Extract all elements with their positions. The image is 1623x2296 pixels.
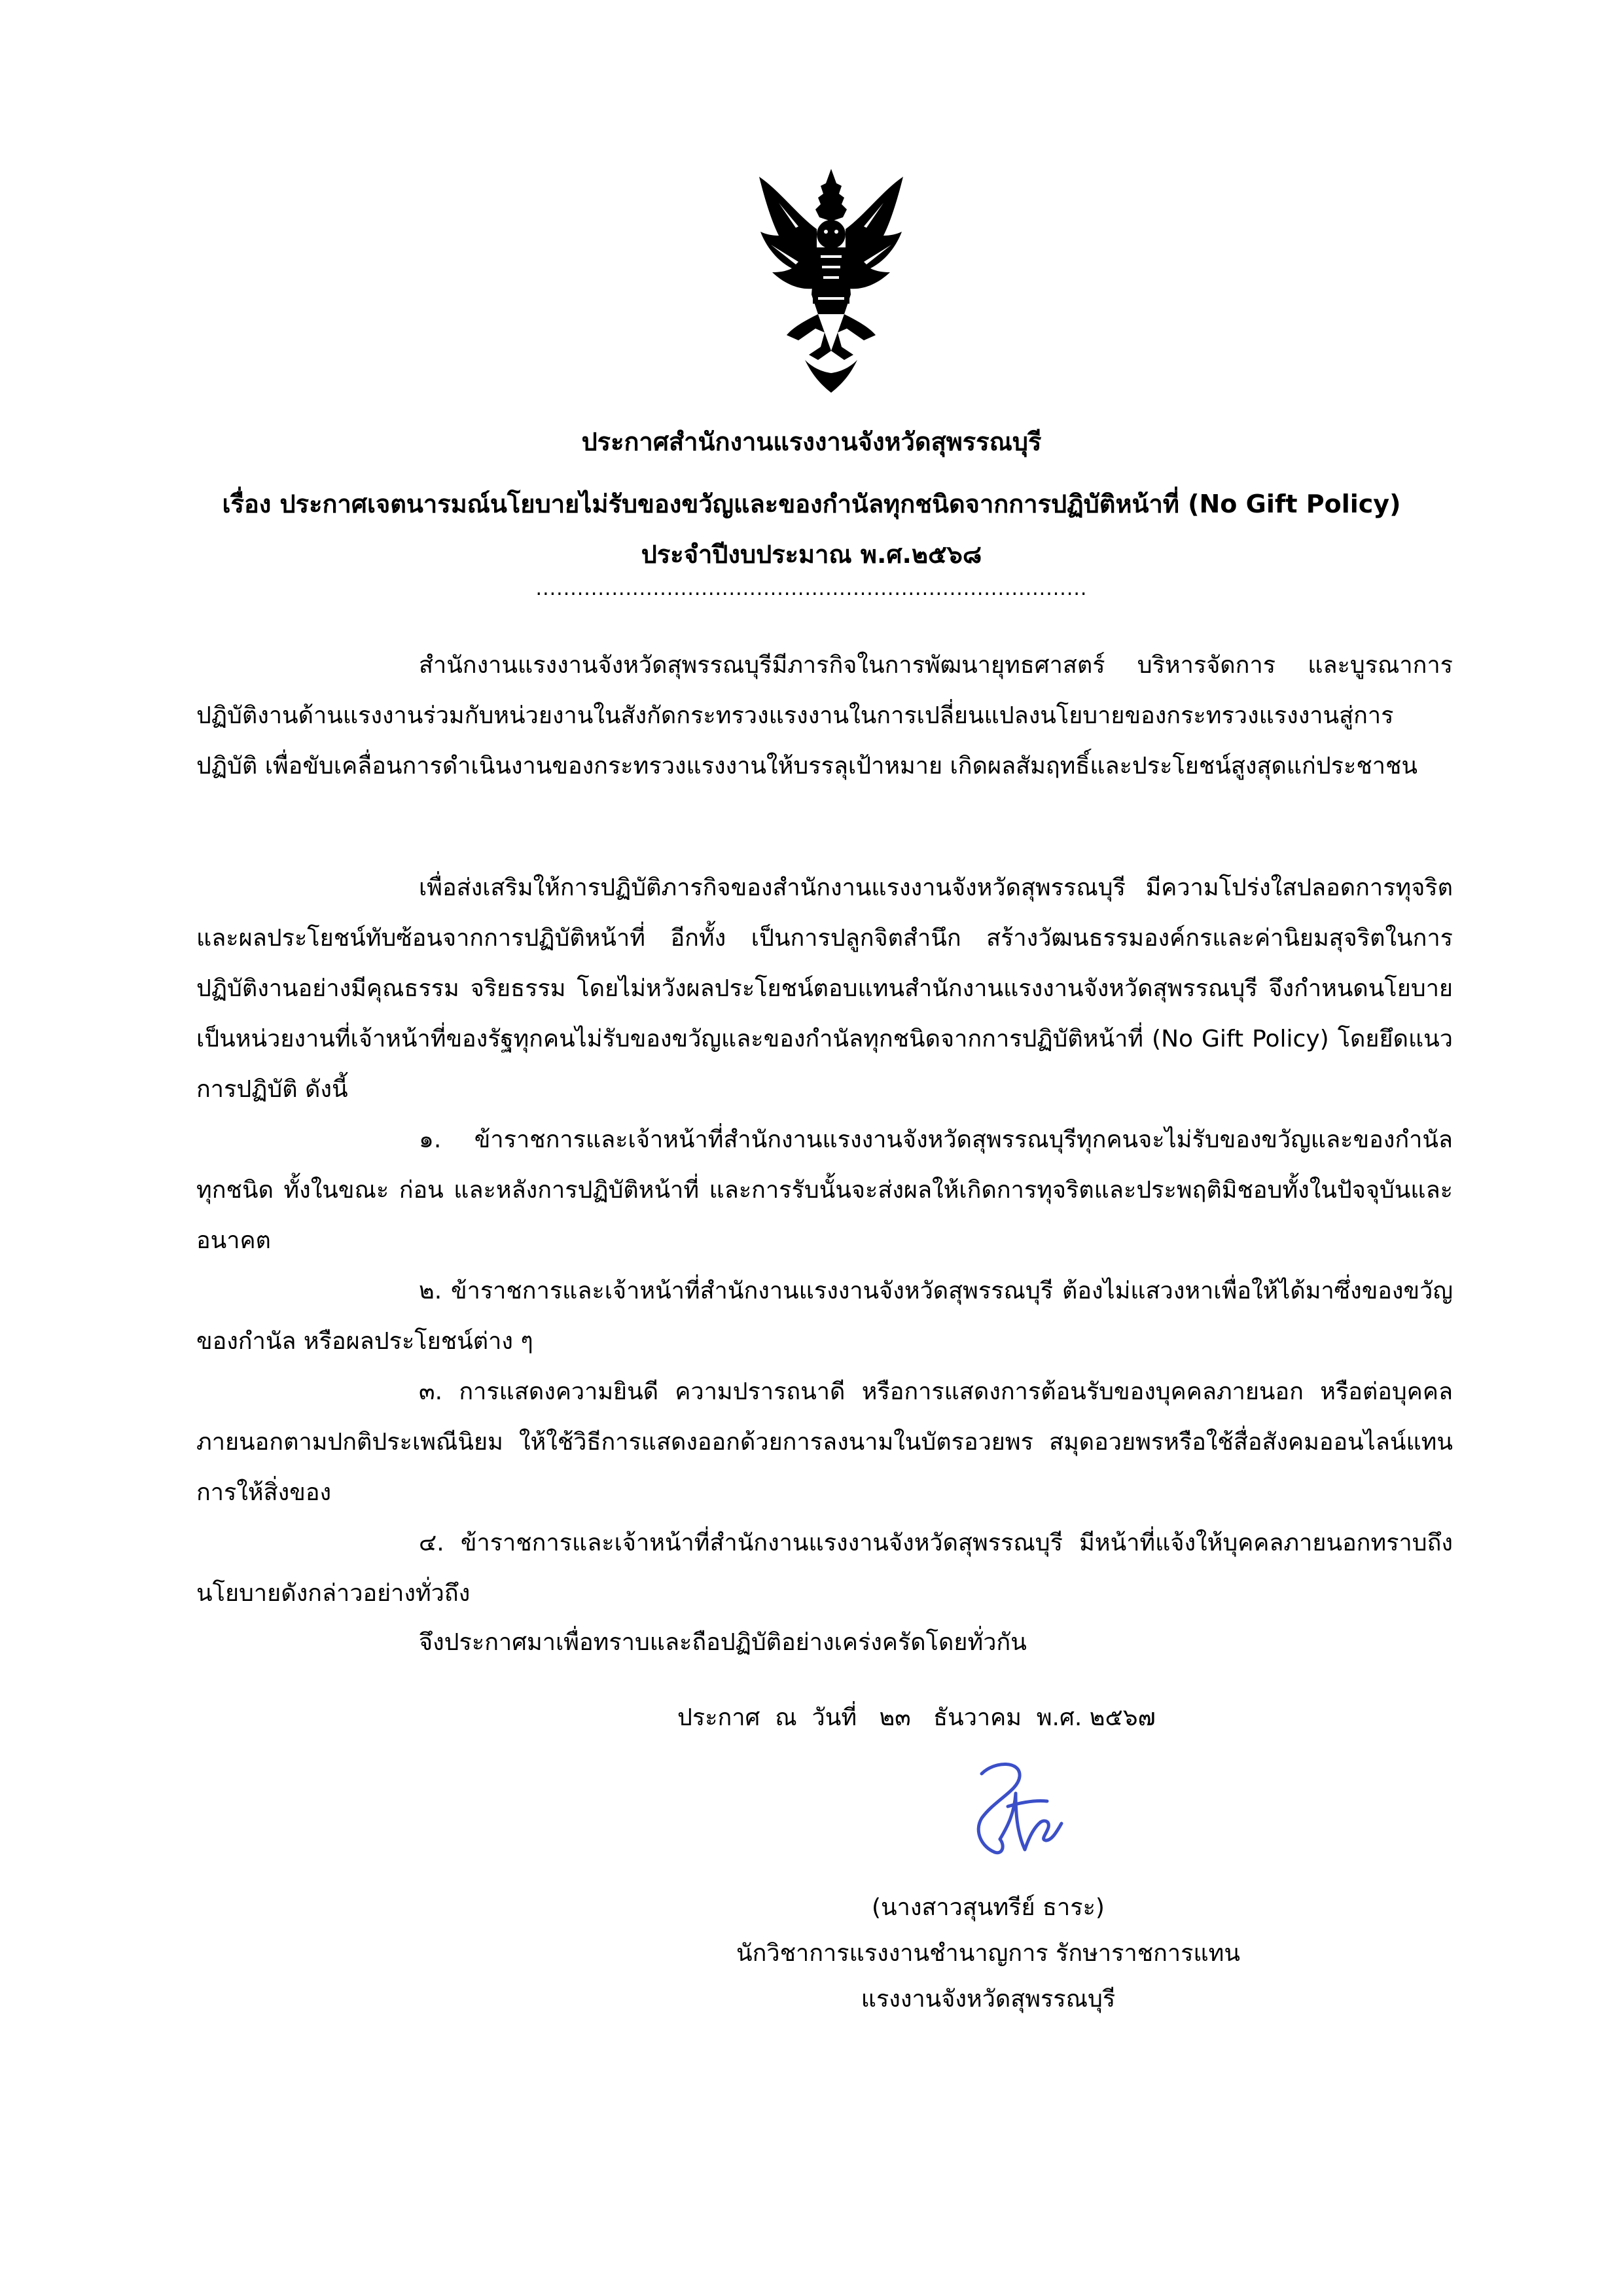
garuda-emblem-icon	[753, 164, 910, 399]
fiscal-year-label: ประจำปีงบประมาณ พ.ศ.๒๕๖๘	[641, 540, 982, 569]
handwritten-signature-icon	[942, 1754, 1099, 1872]
body-paragraph-block	[196, 640, 1453, 791]
purpose-paragraph: เพื่อส่งเสริมให้การปฏิบัติภารกิจของสำนักงานแรงงานจังหวัดสุพรรณบุรี มีความโปร่งใสปลอดการทุจริตและผลประโยชน์ทับซ้อนจากการปฏิบัติหน้าที่ อีกทั้ง เป็นการปลูกจิตสำนึก สร้างวัฒนธรรมองค์กรและค่านิยมสุจริตในการปฏิบัติงานอย่างมีคุณธรรม จริยธรรม โดยไม่หวังผลประโยชน์ตอบแทนสำนักงานแรงงานจังหวัดสุพรรณบุรี จึงกำหนดนโยบายเป็นหน่วยงานที่เจ้าหน้าที่ของรัฐทุกคนไม่รับของขวัญและของกำนัลทุกชนิดจากการปฏิบัติหน้าที่ (No Gift Policy) โดยยึดแนวการปฏิบัติ ดังนี้	[196, 874, 1453, 1103]
signatory-office: แรงงานจังหวัดสุพรรณบุรี	[861, 1986, 1116, 2013]
announcement-date: ประกาศ ณ วันที่ ๒๓ ธันวาคม พ.ศ. ๒๕๖๗	[677, 1704, 1156, 1731]
signatory-name: (นางสาวสุนทรีย์ ธาระ)	[872, 1894, 1105, 1921]
policy-item: ๔. ข้าราชการและเจ้าหน้าที่สำนักงานแรงงานจังหวัดสุพรรณบุรี มีหน้าที่แจ้งให้บุคคลภายนอกทราบถึงนโยบายดังกล่าวอย่างทั่วถึง	[196, 1530, 1453, 1607]
policy-item: ๓. การแสดงความยินดี ความปรารถนาดี หรือการแสดงการต้อนรับของบุคคลภายนอก หรือต่อบุคคลภายนอกตามปกติประเพณีนิยม ให้ใช้วิธีการแสดงออกด้วยการลงนามในบัตรอวยพร สมุดอวยพรหรือใช้สื่อสังคมออนไลน์แทนการให้สิ่งของ	[196, 1378, 1453, 1506]
separator-line: ................................................................................	[535, 577, 1088, 600]
policy-block	[196, 863, 1453, 1619]
intro-paragraph: สำนักงานแรงงานจังหวัดสุพรรณบุรีมีภารกิจในการพัฒนายุทธศาสตร์ บริหารจัดการ และบูรณาการปฏิบัติงานด้านแรงงานร่วมกับหน่วยงานในสังกัดกระทรวงแรงงานในการเปลี่ยนแปลงนโยบายของกระทรวงแรงงานสู่การปฏิบัติ เพื่อขับเคลื่อนการดำเนินงานของกระทรวงแรงงานให้บรรลุเป้าหมาย เกิดผลสัมฤทธิ์และประโยชน์สูงสุดแก่ประชาชน	[196, 652, 1453, 780]
announcement-title: ประกาศสำนักงานแรงงานจังหวัดสุพรรณบุรี	[581, 427, 1042, 456]
announcement-subject: เรื่อง ประกาศเจตนารมณ์นโยบายไม่รับของขวัญและของกำนัลทุกชนิดจากการปฏิบัติหน้าที่ (No Gift Policy)	[222, 490, 1401, 518]
policy-item: ๑. ข้าราชการและเจ้าหน้าที่สำนักงานแรงงานจังหวัดสุพรรณบุรีทุกคนจะไม่รับของขวัญและของกำนัลทุกชนิด ทั้งในขณะ ก่อน และหลังการปฏิบัติหน้าที่ และการรับนั้นจะส่งผลให้เกิดการทุจริตและประพฤติมิชอบทั้งในปัจจุบันและอนาคต	[196, 1126, 1453, 1254]
signatory-position: นักวิชาการแรงงานชำนาญการ รักษาราชการแทน	[736, 1940, 1241, 1967]
closing-statement: จึงประกาศมาเพื่อทราบและถือปฏิบัติอย่างเคร่งครัดโดยทั่วกัน	[419, 1629, 1027, 1656]
policy-item: ๒. ข้าราชการและเจ้าหน้าที่สำนักงานแรงงานจังหวัดสุพรรณบุรี ต้องไม่แสวงหาเพื่อให้ได้มาซึ่งของขวัญ ของกำนัล หรือผลประโยชน์ต่าง ๆ	[196, 1278, 1453, 1355]
signatory-block	[654, 1885, 1322, 2022]
